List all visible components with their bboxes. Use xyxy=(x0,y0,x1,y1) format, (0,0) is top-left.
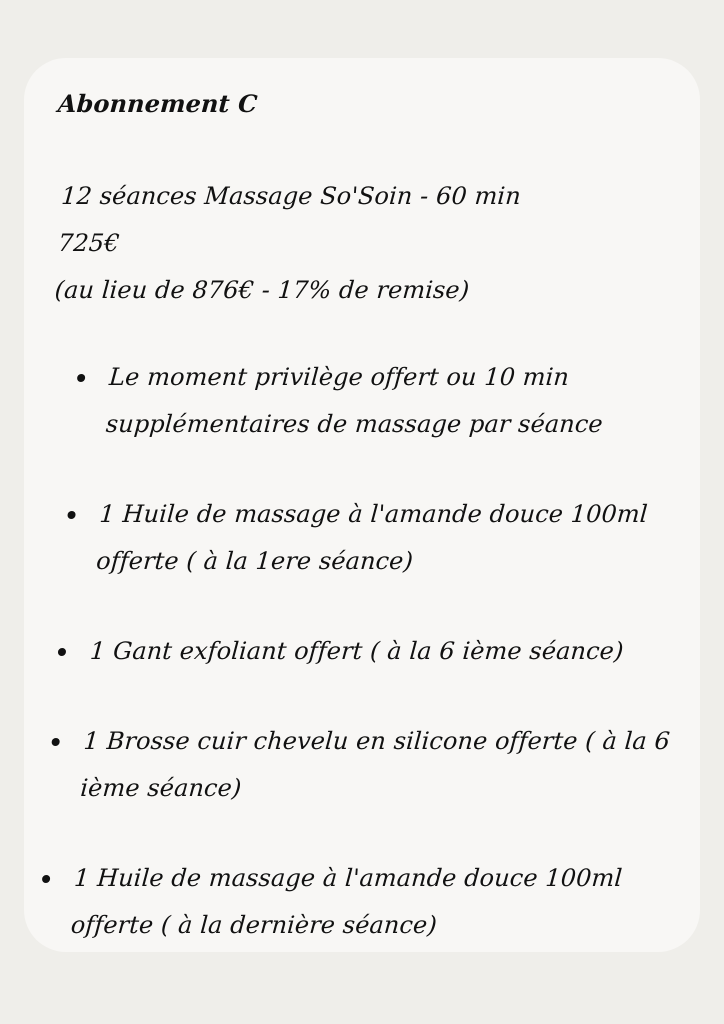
discount-note: (au lieu de 876€ - 17% de remise) xyxy=(53,276,471,304)
benefit-text: 1 Huile de massage à l'amande douce 100ml offerte ( à la dernière séance) xyxy=(69,864,624,939)
offer-details xyxy=(53,173,681,314)
session-description: 12 séances Massage So'Soin - 60 min xyxy=(60,182,522,210)
bullet-icon xyxy=(42,875,51,883)
included-benefits-list xyxy=(37,354,697,949)
benefit-item xyxy=(37,855,662,949)
benefit-text: 1 Brosse cuir chevelu en silicone offerte ( à la 6 ième séance) xyxy=(79,727,671,802)
benefit-item xyxy=(63,491,688,585)
benefit-item xyxy=(56,628,677,675)
bullet-icon xyxy=(77,374,86,382)
bullet-icon xyxy=(67,511,76,519)
bullet-icon xyxy=(51,738,60,746)
bullet-icon xyxy=(58,648,67,656)
subscription-card xyxy=(24,58,700,952)
price: 725€ xyxy=(57,229,121,257)
benefit-text: Le moment privilège offert ou 10 min supplémentaires de massage par séance xyxy=(104,363,604,438)
subscription-title: Abonnement C xyxy=(56,89,259,118)
benefit-item xyxy=(47,718,672,812)
benefit-item xyxy=(72,354,697,448)
benefit-text: 1 Huile de massage à l'amande douce 100ml offerte ( à la 1ere séance) xyxy=(95,500,649,575)
benefit-text: 1 Gant exfoliant offert ( à la 6 ième séance) xyxy=(89,637,625,665)
